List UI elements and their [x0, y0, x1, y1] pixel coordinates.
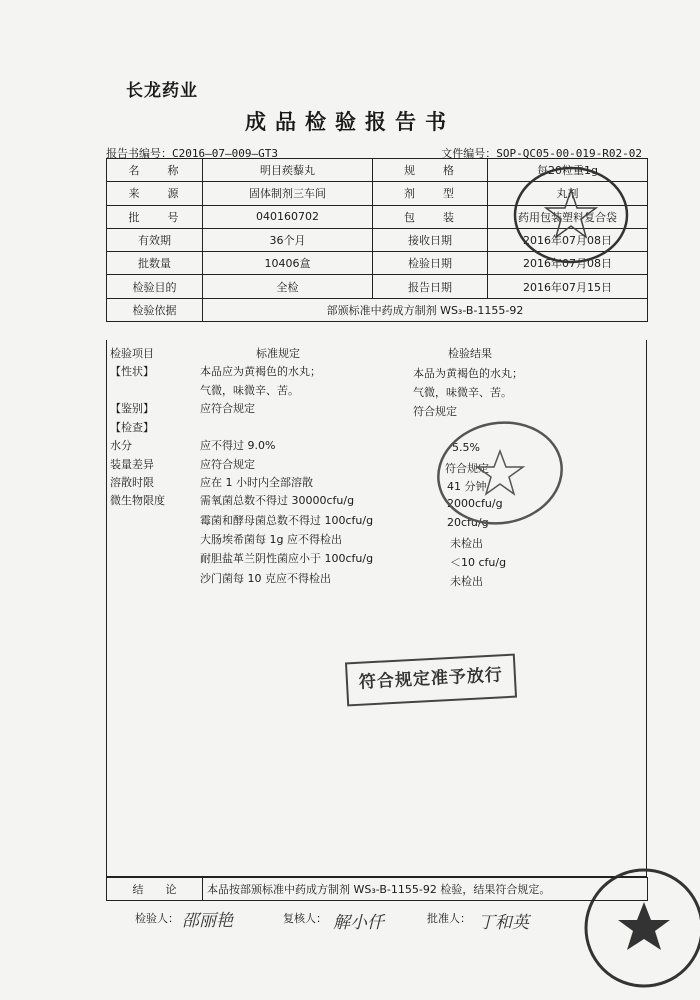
purpose-label: 检验目的: [107, 275, 203, 298]
microbial-result: 未检出: [450, 575, 483, 588]
disintegration-label: 溶散时限: [110, 476, 154, 489]
microbial-result: ＜10 cfu/g: [450, 556, 507, 569]
inspect-date-value: 2016年07月08日: [488, 252, 648, 275]
basis-label: 检验依据: [107, 298, 203, 321]
inspector-signature: 邵丽艳: [182, 911, 233, 931]
receive-date-value: 2016年07月08日: [488, 228, 648, 251]
moisture-standard: 应不得过 9.0%: [200, 439, 276, 452]
appearance-heading: 【性状】: [110, 365, 154, 378]
inspector-label: 检验人：: [135, 912, 179, 925]
examination-heading: 【检查】: [110, 421, 154, 434]
batch-no-label: 批 号: [107, 205, 203, 228]
document-title: 成品检验报告书: [245, 110, 455, 134]
conclusion-table: [106, 877, 648, 901]
purpose-value: 全检: [203, 275, 373, 298]
microbial-standard: 耐胆盐革兰阴性菌应小于 100cfu/g: [200, 552, 374, 565]
fill-variation-standard: 应符合规定: [200, 458, 255, 471]
batch-qty-label: 批数量: [107, 252, 203, 275]
microbial-label: 微生物限度: [110, 494, 165, 507]
microbial-result: 20cfu/g: [447, 516, 489, 529]
spec-value: 每20粒重1g: [488, 159, 648, 182]
dosage-form-value: 丸剂: [488, 182, 648, 205]
release-stamp: [345, 654, 517, 707]
company-name: 长龙药业: [126, 81, 198, 101]
microbial-standard: 霉菌和酵母菌总数不得过 100cfu/g: [200, 514, 374, 527]
disintegration-standard: 应在 1 小时内全部溶散: [200, 476, 313, 489]
microbial-standard: 沙门菌每 10 克应不得检出: [200, 572, 331, 585]
fill-variation-label: 装量差异: [110, 458, 154, 471]
packaging-value: 药用包装塑料复合袋: [488, 205, 648, 228]
moisture-label: 水分: [110, 439, 132, 452]
appearance-standard: 气微，味微辛、苦。: [200, 384, 299, 397]
appearance-result: 本品为黄褐色的水丸；: [413, 367, 523, 380]
dosage-form-label: 剂 型: [373, 182, 488, 205]
basis-value: 部颁标准中药成方制剂 WS₃-B-1155-92: [203, 298, 648, 321]
inspect-date-label: 检验日期: [373, 252, 488, 275]
name-value: 明目蒺藜丸: [203, 159, 373, 182]
identification-heading: 【鉴别】: [110, 402, 154, 415]
microbial-result: 2000cfu/g: [447, 497, 503, 510]
qa-round-stamp: [506, 160, 636, 270]
moisture-result: 5.5%: [452, 441, 480, 454]
name-label: 名 称: [107, 159, 203, 182]
disintegration-result: 41 分钟: [447, 480, 487, 493]
table-row: [107, 275, 648, 298]
receive-date-label: 接收日期: [373, 228, 488, 251]
table-row: [107, 298, 648, 321]
expiry-value: 36个月: [203, 228, 373, 251]
reviewer-label: 复核人：: [283, 912, 327, 925]
batch-no-value: 040160702: [203, 205, 373, 228]
report-date-label: 报告日期: [373, 275, 488, 298]
approver-label: 批准人：: [427, 912, 471, 925]
conclusion-label: 结 论: [107, 878, 203, 901]
identification-standard: 应符合规定: [200, 402, 255, 415]
source-value: 固体制剂三车间: [203, 182, 373, 205]
inspection-round-stamp: [430, 415, 570, 530]
appearance-standard: 本品应为黄褐色的水丸；: [200, 365, 321, 378]
table-row: [107, 878, 648, 901]
result-header: 检验结果: [448, 347, 492, 360]
appearance-result: 气微，味微辛、苦。: [413, 386, 512, 399]
source-label: 来 源: [107, 182, 203, 205]
batch-qty-value: 10406盒: [203, 252, 373, 275]
conclusion-value: 本品按部颁标准中药成方制剂 WS₃-B-1155-92 检验，结果符合规定。: [203, 878, 648, 901]
expiry-label: 有效期: [107, 228, 203, 251]
microbial-standard: 需氧菌总数不得过 30000cfu/g: [200, 494, 355, 507]
release-stamp-text: 符合规定准予放行: [358, 665, 504, 693]
reviewer-signature: 解小仟: [333, 913, 384, 933]
report-number: 报告书编号：C2016—07—009—GT3: [106, 147, 278, 160]
packaging-label: 包 装: [373, 205, 488, 228]
fill-variation-result: 符合规定: [445, 462, 489, 475]
item-header: 检验项目: [110, 347, 154, 360]
identification-result: 符合规定: [413, 405, 457, 418]
standard-header: 标准规定: [256, 347, 300, 360]
microbial-result: 未检出: [450, 537, 483, 550]
spec-label: 规 格: [373, 159, 488, 182]
report-date-value: 2016年07月15日: [488, 275, 648, 298]
file-number: 文件编号：SOP-QC05-00-019-R02-02: [441, 147, 642, 160]
approver-signature: 丁和英: [478, 913, 529, 933]
microbial-standard: 大肠埃希菌每 1g 应不得检出: [200, 533, 342, 546]
